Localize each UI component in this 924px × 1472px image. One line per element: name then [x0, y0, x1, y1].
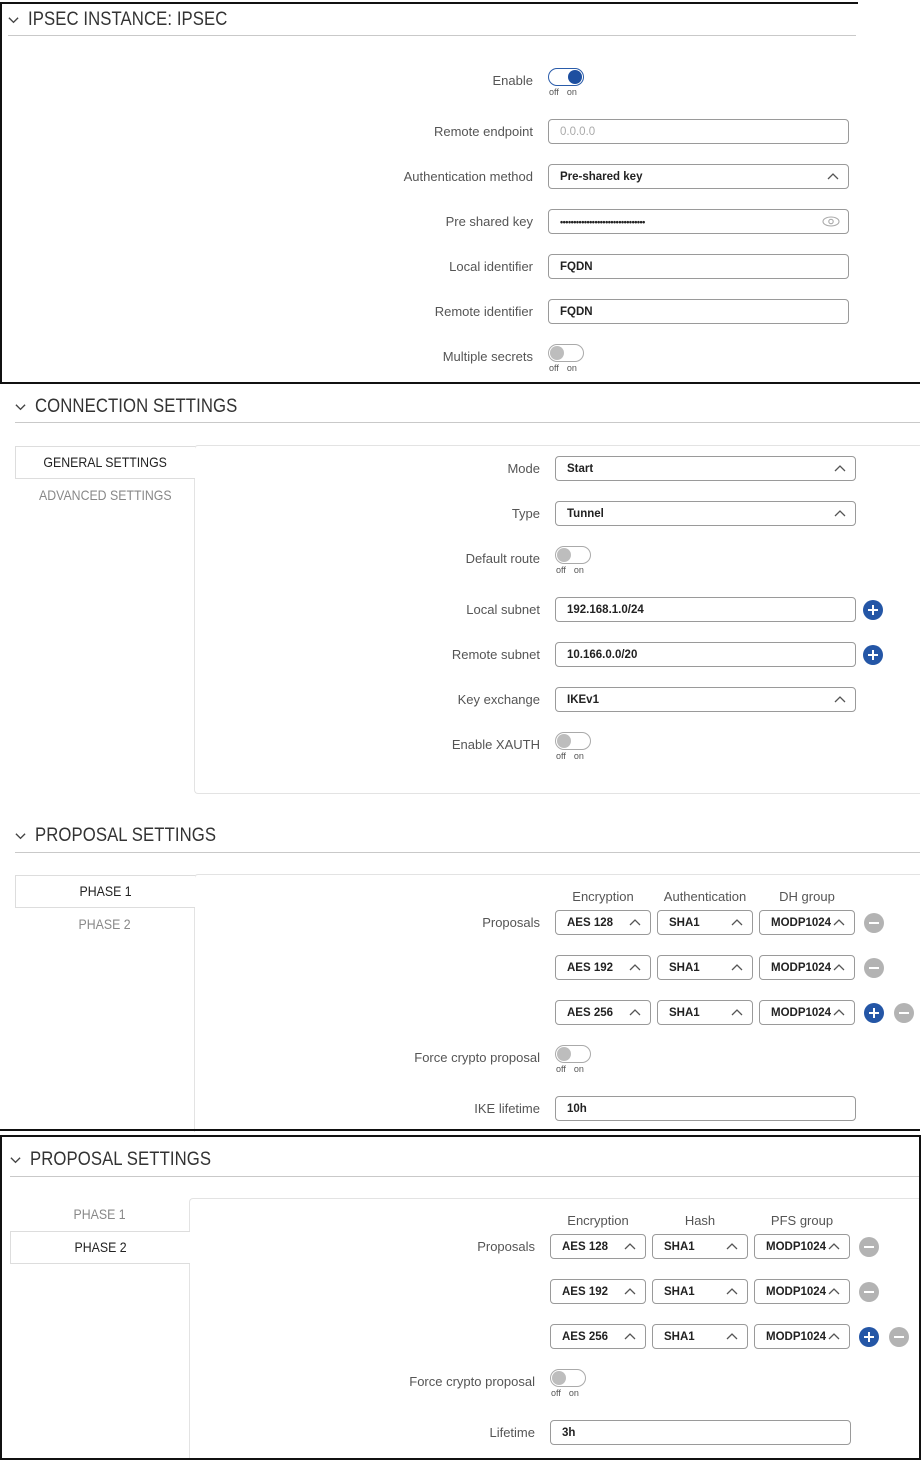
- enable-xauth-toggle[interactable]: [555, 732, 591, 750]
- tab-phase-2[interactable]: PHASE 2: [78, 916, 132, 932]
- chevron-up-icon: [828, 1332, 840, 1340]
- chevron-up-icon: [833, 963, 845, 971]
- chevron-up-icon: [624, 1332, 636, 1340]
- default-route-caption: off on: [556, 565, 584, 575]
- remove-proposal-button[interactable]: [894, 1003, 914, 1023]
- proposal-group-value: MODP1024: [771, 1006, 832, 1019]
- proposal-group-value: MODP1024: [766, 1285, 827, 1298]
- type-select[interactable]: [555, 501, 856, 526]
- divider: [0, 382, 920, 384]
- remote-subnet-input[interactable]: 10.166.0.0/20: [555, 642, 856, 667]
- proposal-encryption-value: AES 256: [567, 1006, 614, 1019]
- tab-phase-1[interactable]: PHASE 1: [73, 1206, 127, 1222]
- proposal-group-select[interactable]: [754, 1279, 850, 1304]
- proposals-label: Proposals: [482, 915, 540, 930]
- chevron-down-icon: [15, 831, 26, 842]
- pre-shared-key-value: ••••••••••••••••••••••••••••••••: [560, 216, 645, 227]
- column-header-hash: Hash: [684, 1213, 716, 1228]
- default-route-toggle[interactable]: [555, 546, 591, 564]
- proposal-group-value: MODP1024: [771, 961, 832, 974]
- chevron-up-icon: [731, 1008, 743, 1016]
- section-title: CONNECTION SETTINGS: [35, 396, 238, 417]
- chevron-up-icon: [834, 464, 846, 472]
- enable-toggle-caption: off on: [549, 87, 577, 97]
- proposal-encryption-value: AES 128: [567, 916, 614, 929]
- proposal-group-value: MODP1024: [771, 916, 832, 929]
- section-divider: [15, 852, 920, 853]
- tab-advanced-settings[interactable]: ADVANCED SETTINGS: [38, 487, 172, 503]
- add-proposal-button[interactable]: [859, 1327, 879, 1347]
- proposal-settings-header[interactable]: [10, 1149, 236, 1171]
- proposal-hash-value: SHA1: [664, 1330, 695, 1343]
- auth-method-label: Authentication method: [403, 169, 533, 184]
- connection-settings-header[interactable]: [15, 396, 265, 418]
- column-header-encryption: Encryption: [567, 1213, 629, 1228]
- minus-icon: [868, 917, 880, 929]
- remote-endpoint-label: Remote endpoint: [433, 124, 533, 139]
- mode-value: Start: [567, 462, 594, 475]
- proposal-encryption-select[interactable]: [555, 1000, 651, 1025]
- proposal-hash-value: SHA1: [669, 961, 700, 974]
- proposal-hash-select[interactable]: [657, 910, 753, 935]
- chevron-down-icon: [8, 15, 19, 26]
- chevron-up-icon: [834, 509, 846, 517]
- section-title: PROPOSAL SETTINGS: [35, 825, 217, 846]
- column-header-dh-group: DH group: [779, 889, 835, 904]
- tab-phase-1[interactable]: PHASE 1: [15, 875, 195, 908]
- proposal-encryption-value: AES 192: [562, 1285, 609, 1298]
- chevron-up-icon: [624, 1242, 636, 1250]
- chevron-up-icon: [731, 918, 743, 926]
- section-divider: [8, 35, 856, 36]
- minus-icon: [868, 962, 880, 974]
- ipsec-instance-frame: [0, 2, 858, 384]
- proposal-hash-select[interactable]: [652, 1324, 748, 1349]
- proposal-settings-header[interactable]: [15, 825, 241, 847]
- chevron-up-icon: [624, 1287, 636, 1295]
- proposal-hash-select[interactable]: [657, 955, 753, 980]
- remote-identifier-input[interactable]: FQDN: [548, 299, 849, 324]
- ike-lifetime-label: IKE lifetime: [474, 1101, 540, 1116]
- local-subnet-label: Local subnet: [466, 602, 540, 617]
- proposal-encryption-select[interactable]: [550, 1324, 646, 1349]
- chevron-up-icon: [834, 695, 846, 703]
- enable-xauth-caption: off on: [556, 751, 584, 761]
- tab-general-settings[interactable]: GENERAL SETTINGS: [15, 446, 195, 479]
- pre-shared-key-input[interactable]: [548, 209, 849, 234]
- key-exchange-select[interactable]: [555, 687, 856, 712]
- add-proposal-button[interactable]: [864, 1003, 884, 1023]
- remove-proposal-button[interactable]: [859, 1237, 879, 1257]
- remote-identifier-label: Remote identifier: [434, 304, 533, 319]
- enable-label: Enable: [492, 73, 533, 88]
- enable-toggle[interactable]: [548, 68, 584, 86]
- section-divider: [15, 422, 920, 423]
- column-header-authentication: Authentication: [663, 889, 747, 904]
- lifetime-label: Lifetime: [489, 1425, 535, 1440]
- auth-method-value: Pre-shared key: [560, 170, 643, 183]
- minus-icon: [863, 1241, 875, 1253]
- remove-proposal-button[interactable]: [864, 913, 884, 933]
- chevron-up-icon: [833, 918, 845, 926]
- default-route-label: Default route: [465, 551, 540, 566]
- add-remote-subnet-button[interactable]: [863, 645, 883, 665]
- ike-lifetime-input[interactable]: 10h: [555, 1096, 856, 1121]
- proposal-encryption-select[interactable]: [555, 955, 651, 980]
- tab-phase-2[interactable]: PHASE 2: [10, 1231, 190, 1264]
- local-subnet-input[interactable]: 192.168.1.0/24: [555, 597, 856, 622]
- force-crypto-label: Force crypto proposal: [409, 1374, 535, 1389]
- key-exchange-label: Key exchange: [457, 692, 540, 707]
- proposal-hash-value: SHA1: [669, 916, 700, 929]
- section-title: PROPOSAL SETTINGS: [30, 1149, 212, 1170]
- eye-icon[interactable]: [822, 216, 840, 227]
- force-crypto-caption: off on: [556, 1064, 584, 1074]
- type-label: Type: [511, 506, 540, 521]
- proposal-group-select[interactable]: [759, 910, 855, 935]
- proposal-encryption-value: AES 256: [562, 1330, 609, 1343]
- remove-proposal-button[interactable]: [889, 1327, 909, 1347]
- chevron-up-icon: [828, 1287, 840, 1295]
- divider: [0, 1129, 920, 1131]
- column-header-encryption: Encryption: [572, 889, 634, 904]
- proposal-encryption-select[interactable]: [550, 1234, 646, 1259]
- multiple-secrets-toggle[interactable]: [548, 344, 584, 362]
- multiple-secrets-caption: off on: [549, 363, 577, 373]
- proposal-hash-value: SHA1: [669, 1006, 700, 1019]
- enable-xauth-label: Enable XAUTH: [451, 737, 540, 752]
- force-crypto-toggle[interactable]: [555, 1045, 591, 1063]
- mode-label: Mode: [507, 461, 540, 476]
- chevron-up-icon: [629, 1008, 641, 1016]
- proposal-hash-select[interactable]: [652, 1279, 748, 1304]
- proposal-hash-select[interactable]: [657, 1000, 753, 1025]
- mode-select[interactable]: [555, 456, 856, 481]
- proposal-group-value: MODP1024: [766, 1240, 827, 1253]
- chevron-down-icon: [15, 402, 26, 413]
- ipsec-instance-header[interactable]: [8, 9, 255, 31]
- chevron-up-icon: [828, 1242, 840, 1250]
- chevron-up-icon: [629, 918, 641, 926]
- proposal-group-select[interactable]: [754, 1234, 850, 1259]
- proposal-group-value: MODP1024: [766, 1330, 827, 1343]
- plus-icon: [867, 649, 879, 661]
- proposal-hash-value: SHA1: [664, 1240, 695, 1253]
- pre-shared-key-label: Pre shared key: [445, 214, 533, 229]
- local-identifier-input[interactable]: FQDN: [548, 254, 849, 279]
- lifetime-input[interactable]: 3h: [550, 1420, 851, 1445]
- proposal-encryption-select[interactable]: [555, 910, 651, 935]
- remote-endpoint-input[interactable]: 0.0.0.0: [548, 119, 849, 144]
- local-identifier-label: Local identifier: [449, 259, 533, 274]
- proposal-hash-select[interactable]: [652, 1234, 748, 1259]
- remove-proposal-button[interactable]: [864, 958, 884, 978]
- force-crypto-label: Force crypto proposal: [414, 1050, 540, 1065]
- plus-icon: [863, 1331, 875, 1343]
- add-local-subnet-button[interactable]: [863, 600, 883, 620]
- proposal-group-select[interactable]: [759, 1000, 855, 1025]
- minus-icon: [893, 1331, 905, 1343]
- remote-subnet-label: Remote subnet: [451, 647, 540, 662]
- proposal-encryption-value: AES 192: [567, 961, 614, 974]
- proposals-label: Proposals: [477, 1239, 535, 1254]
- key-exchange-value: IKEv1: [567, 693, 599, 706]
- proposal-encryption-value: AES 128: [562, 1240, 609, 1253]
- chevron-up-icon: [629, 963, 641, 971]
- chevron-up-icon: [726, 1287, 738, 1295]
- minus-icon: [898, 1007, 910, 1019]
- plus-icon: [867, 604, 879, 616]
- chevron-up-icon: [833, 1008, 845, 1016]
- force-crypto-caption: off on: [551, 1388, 579, 1398]
- section-title: IPSEC INSTANCE: IPSEC: [28, 9, 228, 30]
- section-divider: [10, 1176, 919, 1177]
- type-value: Tunnel: [567, 507, 604, 520]
- column-header-pfs-group: PFS group: [770, 1213, 834, 1228]
- multiple-secrets-label: Multiple secrets: [442, 349, 533, 364]
- chevron-up-icon: [726, 1332, 738, 1340]
- force-crypto-toggle[interactable]: [550, 1369, 586, 1387]
- chevron-up-icon: [726, 1242, 738, 1250]
- auth-method-select[interactable]: [548, 164, 849, 189]
- proposal-group-select[interactable]: [754, 1324, 850, 1349]
- chevron-up-icon: [731, 963, 743, 971]
- proposal-encryption-select[interactable]: [550, 1279, 646, 1304]
- proposal-hash-value: SHA1: [664, 1285, 695, 1298]
- minus-icon: [863, 1286, 875, 1298]
- chevron-up-icon: [827, 172, 839, 180]
- proposal-group-select[interactable]: [759, 955, 855, 980]
- remove-proposal-button[interactable]: [859, 1282, 879, 1302]
- chevron-down-icon: [10, 1155, 21, 1166]
- plus-icon: [868, 1007, 880, 1019]
